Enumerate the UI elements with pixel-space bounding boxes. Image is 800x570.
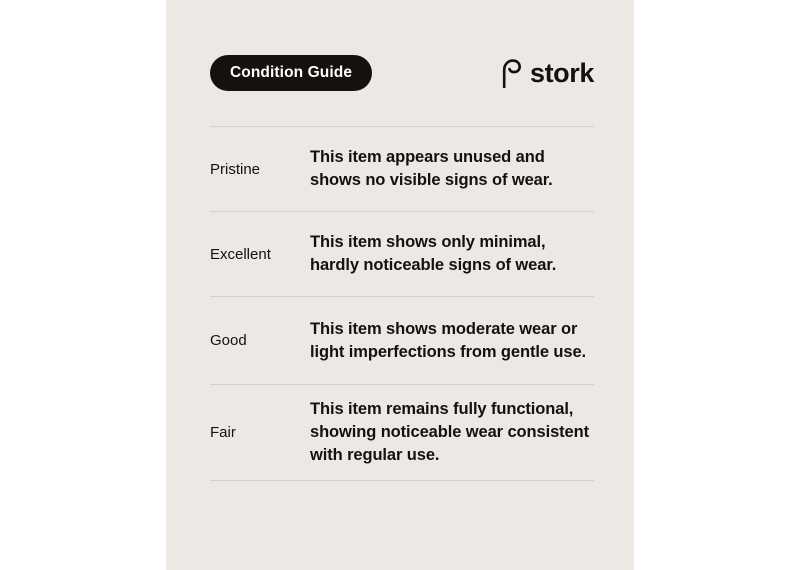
card-content [210,0,594,570]
table-row [210,384,594,480]
card-header [210,55,594,93]
condition-table [210,126,594,481]
condition-label: Fair [210,424,236,441]
condition-label: Pristine [210,160,261,178]
condition-guide-pill: Condition Guide [210,55,372,91]
table-row [210,126,594,211]
condition-description: This item shows moderate wear or light imperfections from gentle use. [310,319,587,361]
condition-description: This item appears unused and shows no visible signs of wear. [310,148,553,189]
condition-description: This item remains fully functional, showing noticeable wear consistent with regular use. [310,400,589,464]
table-bottom-divider [210,480,594,481]
brand-lockup [501,55,594,91]
stork-logo-icon [501,58,523,88]
condition-label: Good [210,332,247,349]
brand-name: stork [529,57,594,88]
condition-guide-card [166,0,634,570]
condition-description: This item shows only minimal, hardly noticeable signs of wear. [310,233,557,274]
condition-label: Excellent [210,245,271,263]
table-row [210,211,594,296]
table-row [210,296,594,384]
